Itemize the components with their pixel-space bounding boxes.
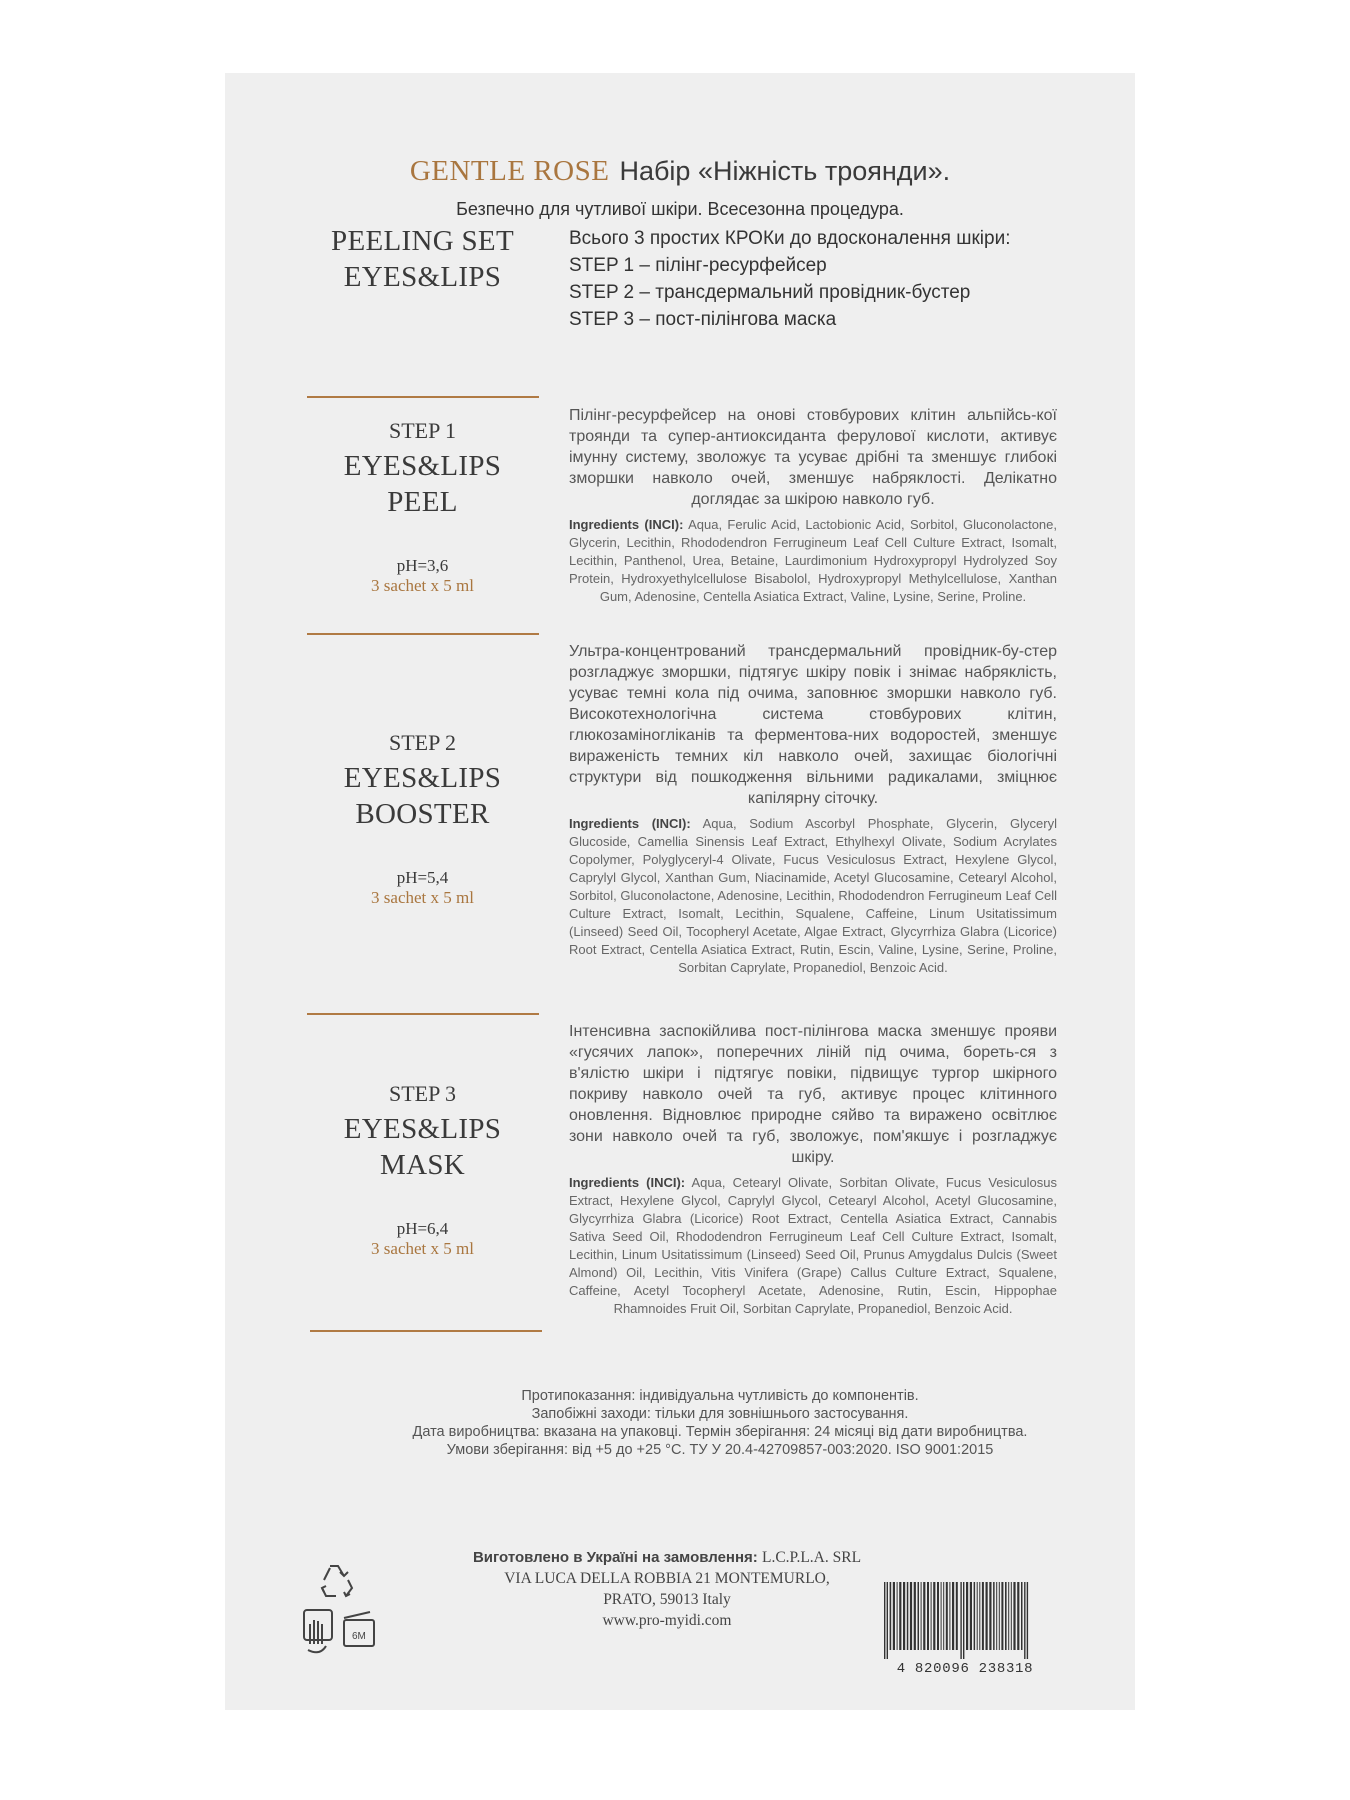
step-2-ingredients-list: Aqua, Sodium Ascorbyl Phosphate, Glycerin, Glyceryl Glucoside, Camellia Sinensis Leaf Extract, Ethylhexyl Olivate, Sodium Acrylates Copolymer, Polyglyceryl-4 Olivate, Fucus Vesiculosus Extract, Hexylene Glycol, Caprylyl Glycol, Xanthan Gum, Niacinamide, Acetyl Glucosamine, Cetearyl Alcohol, Sorbitol, Gluconolactone, Adenosine, Lecithin, Rhododendron Ferrugineum Leaf Cell Culture Extract, Isomalt, Lecithin, Squalene, Caffeine, Linum Usitatissimum (Linseed) Seed Oil, Tocopheryl Acetate, Algae Extract, Glycyrrhiza Glabra (Licorice) Root Extract, Centella Asiatica Extract, Rutin, Escin, Valine, Lysine, Serine, Proline, Sorbitan Caprylate, Propanediol, Benzoic Acid. xyxy=(569,816,1057,975)
barcode-bar xyxy=(921,1582,922,1650)
step-3-title xyxy=(305,1081,540,1259)
barcode-bar xyxy=(941,1582,942,1650)
barcode-bar xyxy=(1011,1582,1012,1650)
step-3-label: STEP 3 xyxy=(388,1081,457,1106)
intro-step-3: STEP 3 – пост-пілінгова маска xyxy=(569,309,837,330)
manufacturer-block xyxy=(457,1547,877,1631)
barcode-bar xyxy=(1017,1582,1019,1650)
barcode-bar xyxy=(979,1582,980,1650)
barcode-bar xyxy=(946,1582,948,1650)
address-line-2: PRATO, 59013 Italy xyxy=(603,1591,731,1608)
barcode-bar xyxy=(923,1582,925,1650)
footer-info xyxy=(265,1387,1175,1459)
made-in-line xyxy=(457,1547,877,1568)
barcode-bar xyxy=(996,1582,997,1650)
intro-block xyxy=(569,225,1057,333)
barcode-bar xyxy=(1008,1582,1009,1650)
step-1-ingredients-list: Aqua, Ferulic Acid, Lactobionic Acid, Sorbitol, Gluconolactone, Glycerin, Lecithin, Rhododendron Ferrugineum Leaf Cell Culture Extract, Isomalt, Lecithin, Panthenol, Urea, Betaine, Laurdimonium Hydroxypropyl Hydrolyzed Soy Protein, Hydroxyethylcellulose Bisabolol, Hydroxypropyl Methylcellulose, Xanthan Gum, Adenosine, Centella Asiatica Extract, Valine, Lysine, Serine, Proline. xyxy=(569,517,1057,604)
step-3-ingredients xyxy=(569,1174,1057,1318)
step-3-line2: MASK xyxy=(380,1149,465,1181)
step-2-text xyxy=(569,641,1057,977)
barcode-bar xyxy=(999,1582,1000,1650)
barcode-bar xyxy=(989,1582,991,1650)
step-3-line1: EYES&LIPS xyxy=(343,1113,502,1145)
barcode-bar xyxy=(1027,1582,1028,1659)
divider xyxy=(307,396,539,398)
made-in: Виготовлено в Україні на замовлення: xyxy=(472,1549,758,1566)
barcode-bar xyxy=(952,1582,954,1650)
step-1-label: STEP 1 xyxy=(388,418,457,443)
barcode xyxy=(870,1582,1060,1659)
title-line xyxy=(225,155,1135,188)
precautions: Запобіжні заходи: тільки для зовнішнього застосування. xyxy=(531,1406,909,1422)
barcode-bar xyxy=(943,1582,944,1650)
set-name: Набір «Ніжність троянди». xyxy=(619,156,951,186)
barcode-bar xyxy=(903,1582,905,1650)
barcode-bar xyxy=(887,1582,888,1659)
barcode-bar xyxy=(966,1582,968,1650)
barcode-bar xyxy=(970,1582,972,1650)
step-1-description: Пілінг-ресурфейсер на онові стовбурових клітин альпійсь-кої троянди та супер-антиоксиданта ферулової кислоти, активує імунну систему, зволожує та усуває дрібні та зменшує глибокі зморшки навколо очей, зменшує набряклості. Делікатно доглядає за шкірою навколо губ. xyxy=(569,407,1057,508)
packaging-icons xyxy=(300,1558,390,1658)
step-2-ingredients xyxy=(569,815,1057,977)
intro-lead: Всього 3 простих КРОКи до вдосконалення шкіри: xyxy=(569,228,1011,249)
barcode-bar xyxy=(910,1582,912,1650)
step-3-description: Інтенсивна заспокійлива пост-пілінгова маска зменшує прояви «гусячих лапок», поперечних ліній під очима, бореть-ся з в'ялістю шкіри і підтягує повіки, підвищує тургор шкірного покриву навколо очей та губ, активує процес клітинного оновлення. Відновлює природне сяйво та виражено освітлює зони навколо очей та губ, зволожує, пом'якшує і розгладжує шкіру. xyxy=(569,1023,1057,1166)
barcode-bar xyxy=(963,1582,964,1659)
production-date: Дата виробництва: вказана на упаковці. Термін зберігання: 24 місяці від дати виробництва. xyxy=(412,1424,1028,1440)
step-2-line1: EYES&LIPS xyxy=(343,762,502,794)
recycle-icon xyxy=(322,1566,352,1596)
step-2-line2: BOOSTER xyxy=(355,798,490,830)
package-back xyxy=(225,73,1135,1710)
brand-name: GENTLE ROSE xyxy=(409,155,610,187)
intro-step-1: STEP 1 – пілінг-ресурфейсер xyxy=(569,255,827,276)
barcode-bar xyxy=(1024,1582,1025,1659)
step-3-ingredients-list: Aqua, Cetearyl Olivate, Sorbitan Olivate, Fucus Vesiculosus Extract, Hexylene Glycol, Caprylyl Glycol, Cetearyl Alcohol, Acetyl Glucosamine, Glycyrrhiza Glabra (Licorice) Root Extract, Centella Asiatica Extract, Cannabis Sativa Seed Oil, Rhododendron Ferrugineum Leaf Cell Culture Extract, Isomalt, Lecithin, Linum Usitatissimum (Linseed) Seed Oil, Prunus Amygdalus Dulcis (Sweet Almond) Oil, Lecithin, Vitis Vinifera (Grape) Callus Culture Extract, Squalene, Caffeine, Acetyl Tocopheryl Acetate, Adenosine, Rutin, Escin, Hippophae Rhamnoides Fruit Oil, Sorbitan Caprylate, Propanediol, Benzoic Acid. xyxy=(569,1175,1057,1316)
subtitle: Безпечно для чутливої шкіри. Всесезонна процедура. xyxy=(456,199,904,219)
step-1-text xyxy=(569,405,1057,606)
step-1-title xyxy=(305,418,540,596)
step-1-ingredients xyxy=(569,516,1057,606)
barcode-bar xyxy=(974,1582,976,1650)
step-1-ph: pH=3,6 xyxy=(396,556,449,575)
address-line-1: VIA LUCA DELLA ROBBIA 21 MONTEMURLO, xyxy=(504,1570,830,1587)
barcode-bar xyxy=(937,1582,939,1650)
barcode-bar xyxy=(1013,1582,1015,1650)
step-3-ingredients-label: Ingredients (INCI): xyxy=(569,1175,686,1190)
step-2-description: Ультра-концентрований трансдермальний провідник-бу-стер розгладжує зморшки, підтягує шкіру повік і знімає набряклість, усуває темні кола під очима, заповнює зморшки навколо губ. Високотехнологічна система стовбурових клітин, глюкозаміногліканів та ферментова-них водоростей, зменшує вираженість темних кіл навколо очей, захищає біологічні структури від пошкодження вільними радикалами, зміцнює капілярну сіточку. xyxy=(569,643,1057,807)
storage-conditions: Умови зберігання: від +5 до +25 °С. ТУ У 20.4-42709857-003:2020. ISO 9001:2015 xyxy=(446,1442,994,1458)
contraindications: Протипоказання: індивідуальна чутливість до компонентів. xyxy=(521,1388,919,1404)
barcode-bar xyxy=(1021,1582,1023,1650)
divider xyxy=(310,1330,542,1332)
step-2-ph: pH=5,4 xyxy=(396,868,449,887)
step-1-ingredients-label: Ingredients (INCI): xyxy=(569,517,684,532)
set-title-line2: EYES&LIPS xyxy=(343,261,502,293)
step-2-title xyxy=(305,730,540,908)
intro-step-2: STEP 2 – трансдермальний провідник-бустер xyxy=(569,282,971,303)
website: www.pro-myidi.com xyxy=(602,1612,732,1629)
barcode-bar xyxy=(918,1582,920,1650)
barcode-bar xyxy=(986,1582,988,1650)
barcode-bar xyxy=(907,1582,909,1650)
pao-label: 6M xyxy=(352,1631,366,1642)
barcode-bar xyxy=(956,1582,958,1650)
step-3-ph: pH=6,4 xyxy=(396,1219,449,1238)
company: L.C.P.L.A. SRL xyxy=(761,1549,862,1566)
barcode-bar xyxy=(949,1582,950,1650)
barcode-bar xyxy=(914,1582,916,1650)
barcode-bar xyxy=(993,1582,995,1650)
barcode-bar xyxy=(927,1582,929,1650)
set-title-line1: PEELING SET xyxy=(331,225,514,257)
barcode-bar xyxy=(933,1582,935,1650)
step-3-sachet: 3 sachet x 5 ml xyxy=(371,1239,474,1258)
step-2-sachet: 3 sachet x 5 ml xyxy=(371,888,474,907)
barcode-bar xyxy=(1001,1582,1003,1650)
divider xyxy=(307,1013,539,1015)
step-2-ingredients-label: Ingredients (INCI): xyxy=(569,816,691,831)
barcode-bar xyxy=(977,1582,978,1650)
barcode-bar xyxy=(893,1582,895,1650)
barcode-bar xyxy=(982,1582,984,1650)
barcode-bar xyxy=(884,1582,885,1659)
barcode-bar xyxy=(960,1582,961,1659)
divider xyxy=(307,633,539,635)
barcode-number: 4 820096 238318 xyxy=(896,1661,1034,1677)
barcode-bar xyxy=(1005,1582,1007,1650)
step-1-sachet: 3 sachet x 5 ml xyxy=(371,576,474,595)
barcode-bar xyxy=(890,1582,892,1650)
hand-care-icon xyxy=(304,1610,332,1652)
step-3-text xyxy=(569,1021,1057,1318)
barcode-bar xyxy=(897,1582,898,1650)
step-1-line2: PEEL xyxy=(387,486,458,518)
step-2-label: STEP 2 xyxy=(388,730,457,755)
barcode-bar xyxy=(899,1582,901,1650)
step-1-line1: EYES&LIPS xyxy=(343,450,502,482)
set-title xyxy=(305,223,540,295)
barcode-bar xyxy=(931,1582,932,1650)
